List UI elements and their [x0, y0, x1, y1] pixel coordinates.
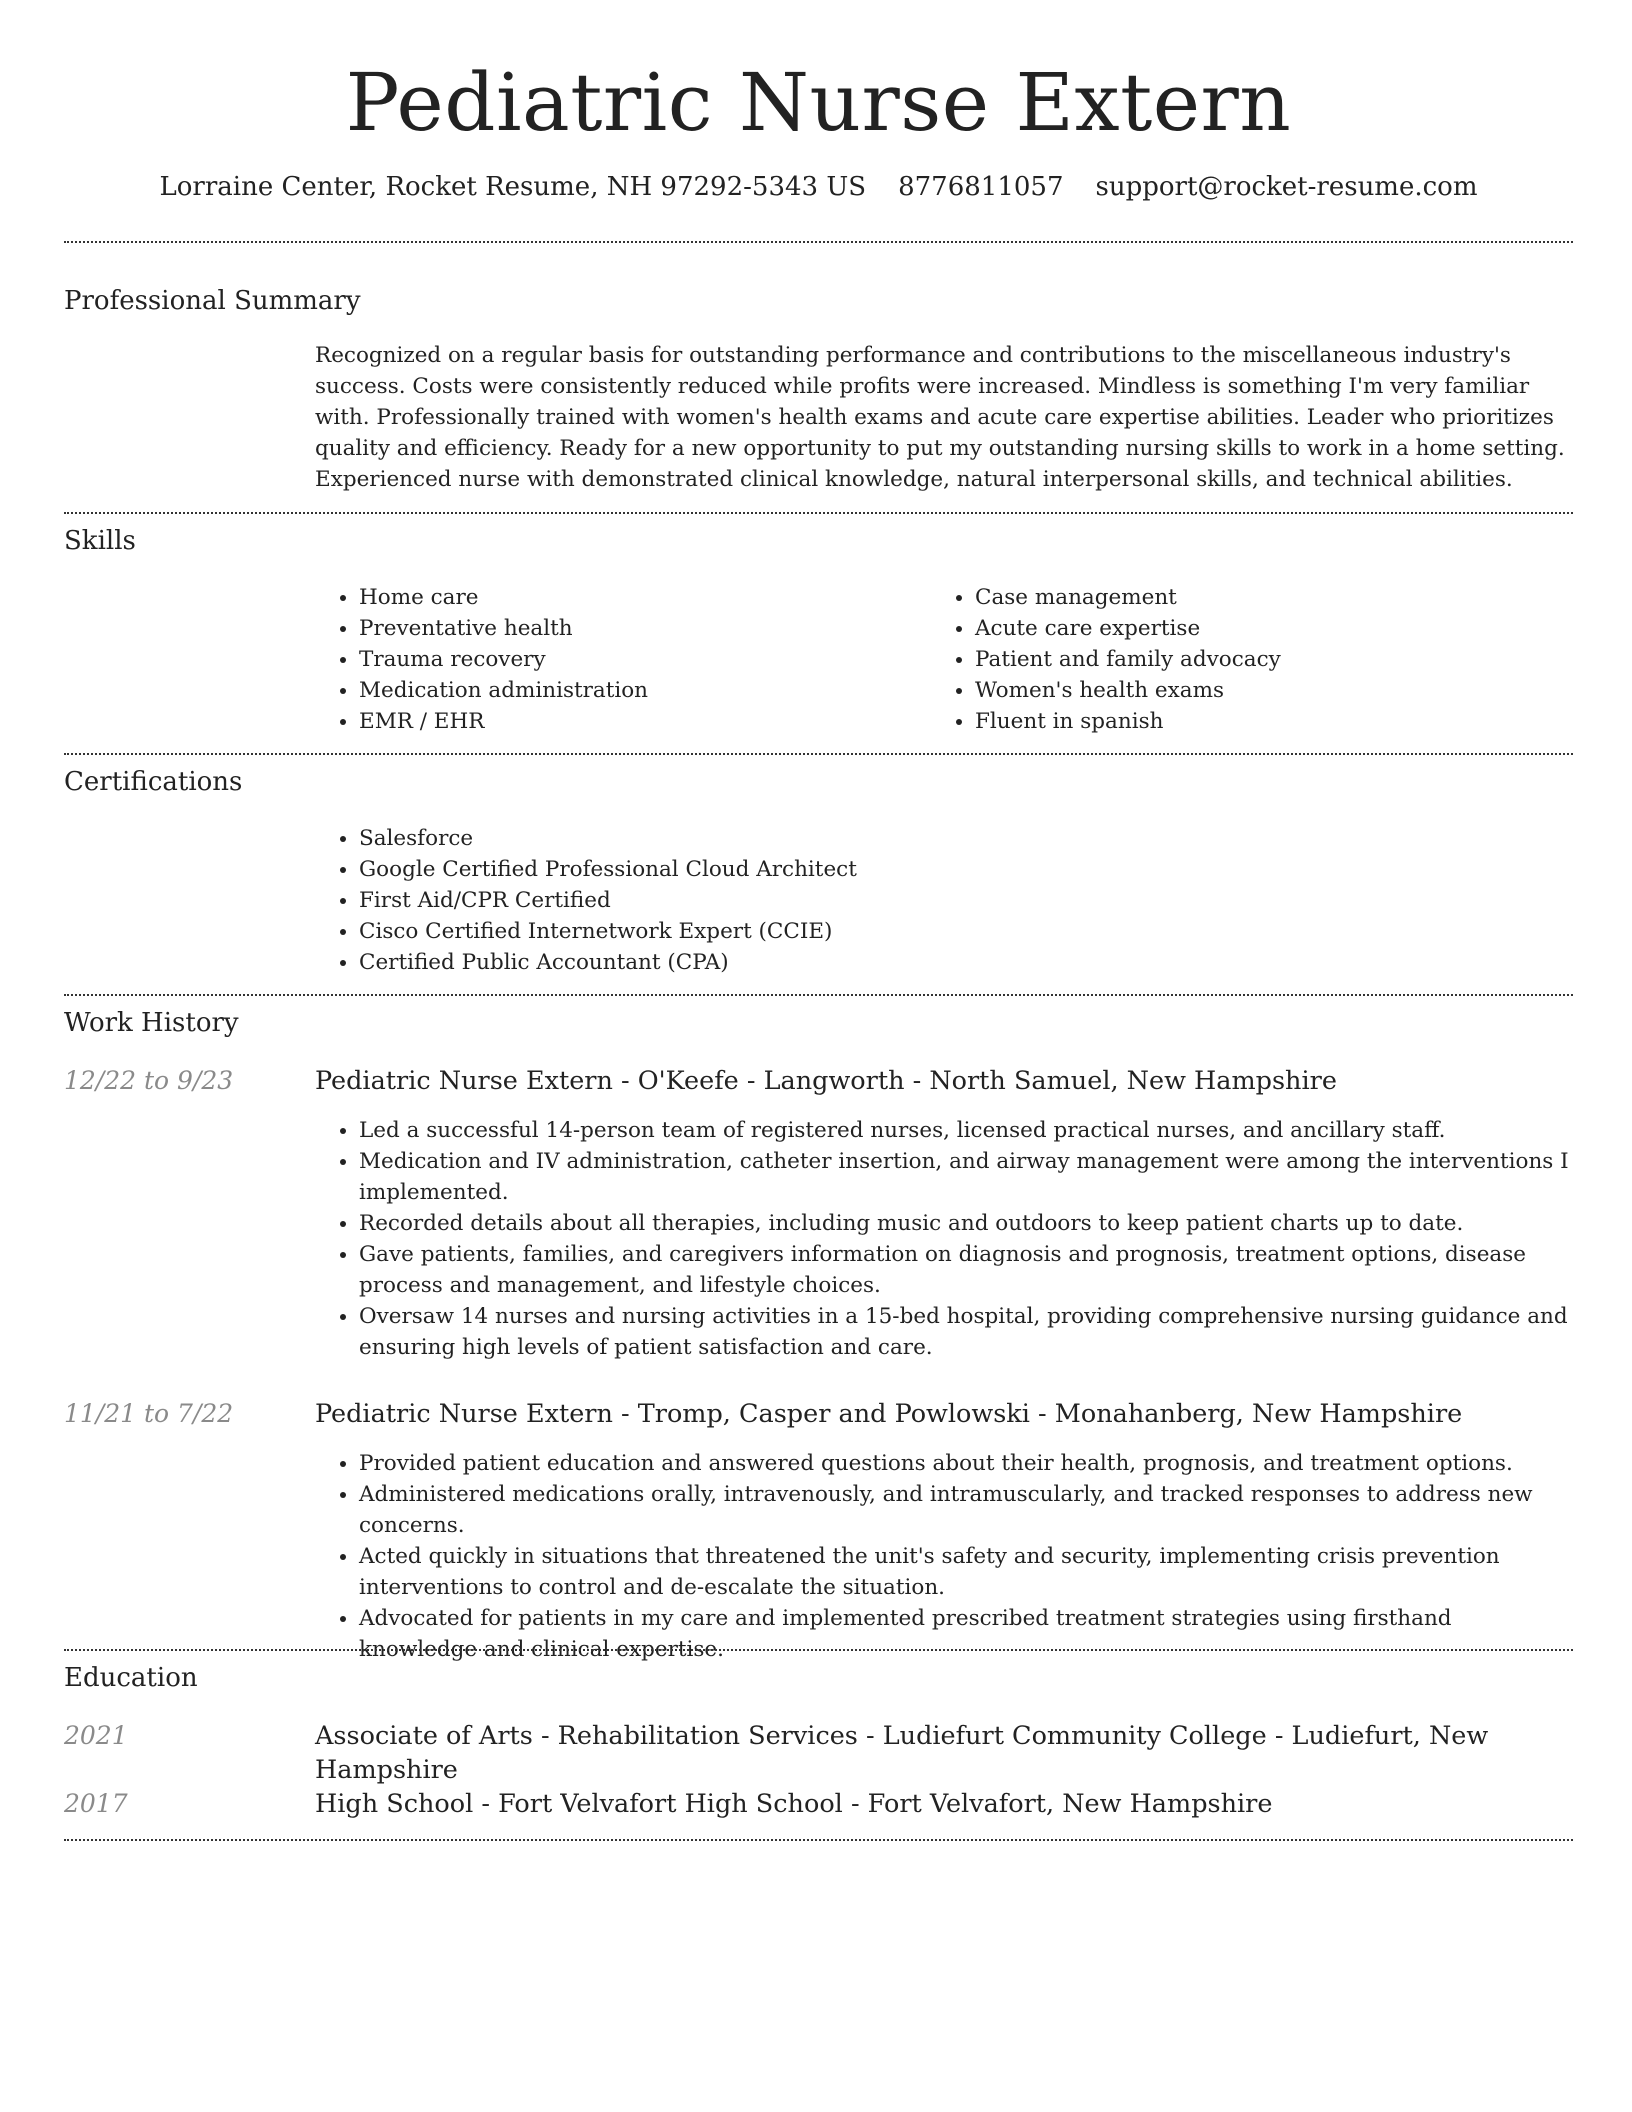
- education-heading: Education: [64, 1663, 198, 1693]
- job-duty: • Acted quickly in situations that threatened the unit's safety and security, implementing crisis prevention interventions to control and de-escalate the situation.: [359, 1541, 1573, 1603]
- job-duty: • Led a successful 14-person team of registered nurses, licensed practical nurses, and ancillary staff.: [359, 1115, 1573, 1146]
- contact-email: support@rocket-resume.com: [1095, 172, 1478, 202]
- job-duty: • Administered medications orally, intravenously, and intramuscularly, and tracked responses to address new concerns.: [359, 1479, 1573, 1541]
- skill-item: • Fluent in spanish: [975, 706, 1531, 737]
- contact-address: Lorraine Center, Rocket Resume, NH 97292-5343 US: [159, 172, 867, 202]
- job-duties: [315, 1448, 1573, 1665]
- education-degree: High School - Fort Velvafort High School - Fort Velvafort, New Hampshire: [315, 1789, 1273, 1819]
- job-duty: • Medication and IV administration, catheter insertion, and airway management were among the interventions I implemented.: [359, 1146, 1573, 1208]
- job-duty: • Advocated for patients in my care and implemented prescribed treatment strategies using firsthand knowledge and clinical expertise.: [359, 1603, 1573, 1665]
- job-dates: 12/22 to 9/23: [64, 1066, 234, 1095]
- skill-item: • EMR / EHR: [359, 706, 915, 737]
- summary-heading: Professional Summary: [64, 286, 361, 316]
- certifications-heading: Certifications: [64, 767, 243, 797]
- job-duties: [315, 1115, 1573, 1363]
- section-divider: [64, 1649, 1573, 1651]
- skill-item: • Women's health exams: [975, 675, 1531, 706]
- skill-item: • Medication administration: [359, 675, 915, 706]
- job-title: Pediatric Nurse Extern - Tromp, Casper and Powlowski - Monahanberg, New Hampshire: [315, 1399, 1463, 1429]
- section-divider: [64, 241, 1573, 243]
- skills-right-column: [931, 582, 1531, 737]
- work-history-heading: Work History: [64, 1008, 239, 1038]
- certification-item: • First Aid/CPR Certified: [359, 885, 1215, 916]
- job-title: Pediatric Nurse Extern - O'Keefe - Langworth - North Samuel, New Hampshire: [315, 1066, 1337, 1096]
- skill-item: • Home care: [359, 582, 915, 613]
- contact-line: [64, 170, 1573, 204]
- job-duty: • Provided patient education and answered questions about their health, prognosis, and treatment options.: [359, 1448, 1573, 1479]
- skill-item: • Case management: [975, 582, 1531, 613]
- job-duty: • Recorded details about all therapies, including music and outdoors to keep patient charts up to date.: [359, 1208, 1573, 1239]
- education-year: 2017: [64, 1789, 128, 1818]
- section-divider: [64, 994, 1573, 996]
- certification-item: • Google Certified Professional Cloud Architect: [359, 854, 1215, 885]
- job-duty: • Gave patients, families, and caregivers information on diagnosis and prognosis, treatment options, disease process and management, and lifestyle choices.: [359, 1239, 1573, 1301]
- education-year: 2021: [64, 1721, 128, 1750]
- resume-title: Pediatric Nurse Extern: [345, 56, 1292, 149]
- job-dates: 11/21 to 7/22: [64, 1399, 234, 1428]
- section-divider: [64, 1839, 1573, 1841]
- certification-item: • Certified Public Accountant (CPA): [359, 947, 1215, 978]
- skill-item: • Acute care expertise: [975, 613, 1531, 644]
- skills-left-column: [315, 582, 915, 737]
- job-duty: • Oversaw 14 nurses and nursing activities in a 15-bed hospital, providing comprehensive nursing guidance and ensuring high levels of patient satisfaction and care.: [359, 1301, 1573, 1363]
- summary-text: Recognized on a regular basis for outstanding performance and contributions to the miscellaneous industry's success. Costs were consistently reduced while profits were increased. Mindless is something I'm very familiar with. Professionally trained with women's health exams and acute care expertise abilities. Leader who prioritizes quality and efficiency. Ready for a new opportunity to put my outstanding nursing skills to work in a home setting. Experienced nurse with demonstrated clinical knowledge, natural interpersonal skills, and technical abilities.: [315, 343, 1565, 492]
- certifications-list: [315, 823, 1215, 978]
- section-divider: [64, 753, 1573, 755]
- skill-item: • Patient and family advocacy: [975, 644, 1531, 675]
- skill-item: • Preventative health: [359, 613, 915, 644]
- contact-phone: 8776811057: [898, 172, 1064, 202]
- section-divider: [64, 512, 1573, 514]
- certification-item: • Salesforce: [359, 823, 1215, 854]
- skills-heading: Skills: [64, 526, 136, 556]
- certification-item: • Cisco Certified Internetwork Expert (CCIE): [359, 916, 1215, 947]
- education-degree: Associate of Arts - Rehabilitation Services - Ludiefurt Community College - Ludiefurt, New Hampshire: [315, 1721, 1489, 1785]
- skill-item: • Trauma recovery: [359, 644, 915, 675]
